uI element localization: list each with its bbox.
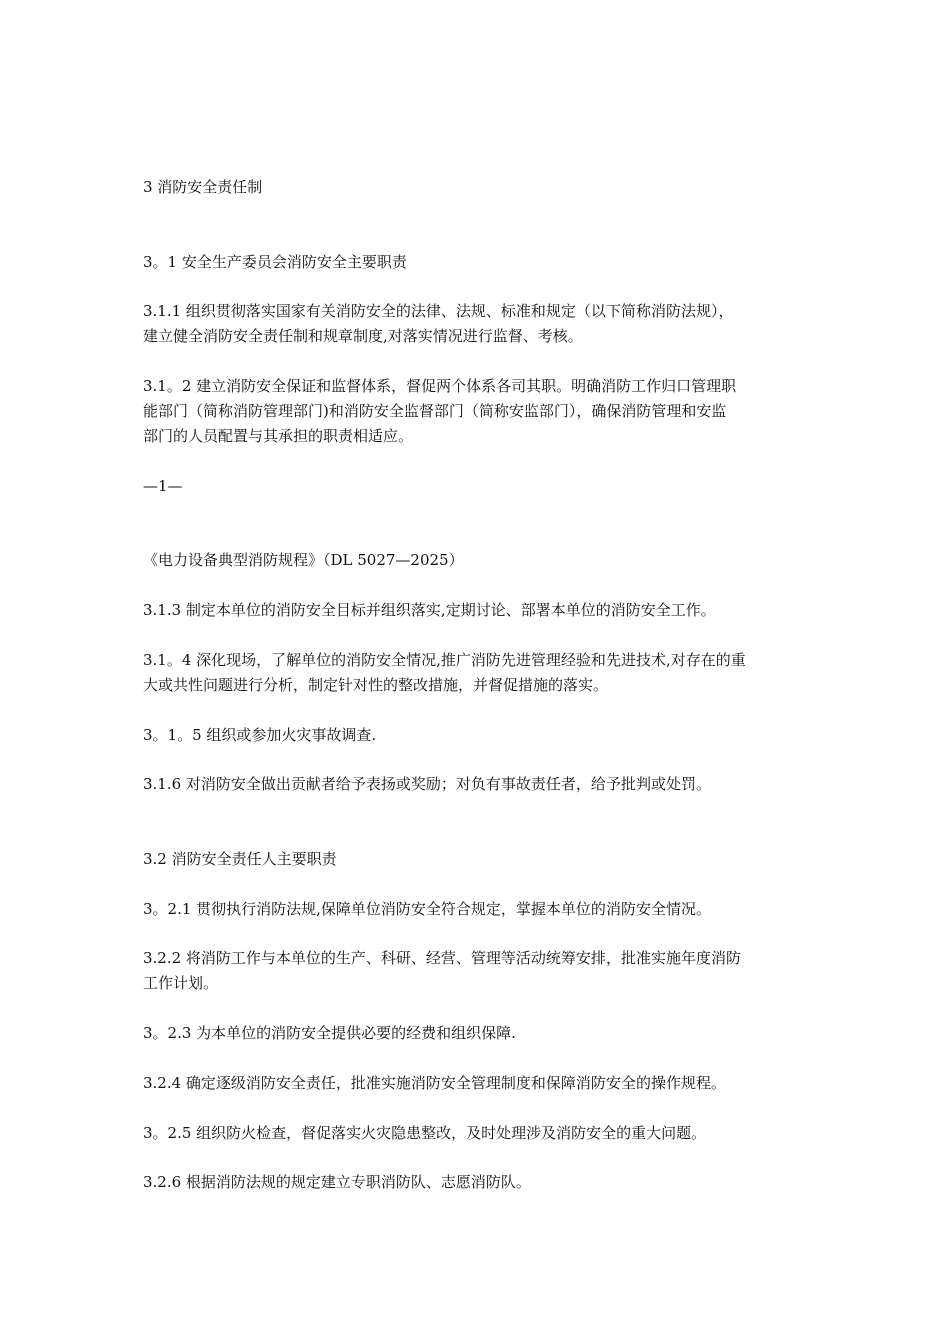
subsection-heading-3-1: 3。1 安全生产委员会消防安全主要职责: [143, 253, 407, 271]
paragraph-3-1-2-line-2: 能部门（简称消防管理部门)和消防安全监督部门（简称安监部门），确保消防管理和安监: [143, 402, 727, 420]
section-title: 3 消防安全责任制: [143, 178, 263, 196]
paragraph-3-2-1: 3。2.1 贯彻执行消防法规,保障单位消防安全符合规定，掌握本单位的消防安全情况。: [143, 900, 711, 918]
page-footer-number: —1—: [143, 477, 183, 495]
paragraph-3-1-2-line-1: 3.1。2 建立消防安全保证和监督体系，督促两个体系各司其职。明确消防工作归口管理职: [143, 377, 737, 395]
paragraph-3-1-2-line-3: 部门的人员配置与其承担的职责相适应。: [143, 427, 414, 445]
paragraph-3-1-5: 3。1。5 组织或参加火灾事故调查.: [143, 726, 377, 744]
paragraph-3-1-3: 3.1.3 制定本单位的消防安全目标并组织落实,定期讨论、部署本单位的消防安全工作。: [143, 601, 716, 619]
paragraph-3-1-1-line-1: 3.1.1 组织贯彻落实国家有关消防安全的法律、法规、标准和规定（以下简称消防法规），: [143, 302, 734, 320]
paragraph-3-2-3: 3。2.3 为本单位的消防安全提供必要的经费和组织保障.: [143, 1024, 516, 1042]
paragraph-3-1-4-line-2: 大或共性问题进行分析，制定针对性的整改措施，并督促措施的落实。: [143, 676, 609, 694]
paragraph-3-1-4-line-1: 3.1。4 深化现场，了解单位的消防安全情况,推广消防先进管理经验和先进技术,对存在的重: [143, 651, 746, 669]
paragraph-3-2-4: 3.2.4 确定逐级消防安全责任，批准实施消防安全管理制度和保障消防安全的操作规程。: [143, 1074, 726, 1092]
paragraph-3-2-5: 3。2.5 组织防火检查，督促落实火灾隐患整改，及时处理涉及消防安全的重大问题。: [143, 1124, 707, 1142]
paragraph-3-1-1-line-2: 建立健全消防安全责任制和规章制度,对落实情况进行监督、考核。: [143, 327, 583, 345]
page-header-title: 《电力设备典型消防规程》（DL 5027—2025）: [143, 551, 464, 569]
paragraph-3-2-2-line-2: 工作计划。: [143, 974, 219, 992]
paragraph-3-1-6: 3.1.6 对消防安全做出贡献者给予表扬或奖励；对负有事故责任者，给予批判或处罚。: [143, 775, 711, 793]
paragraph-3-2-2-line-1: 3.2.2 将消防工作与本单位的生产、科研、经营、管理等活动统筹安排，批准实施年度消防: [143, 949, 741, 967]
subsection-heading-3-2: 3.2 消防安全责任人主要职责: [143, 850, 337, 868]
paragraph-3-2-6: 3.2.6 根据消防法规的规定建立专职消防队、志愿消防队。: [143, 1173, 531, 1191]
